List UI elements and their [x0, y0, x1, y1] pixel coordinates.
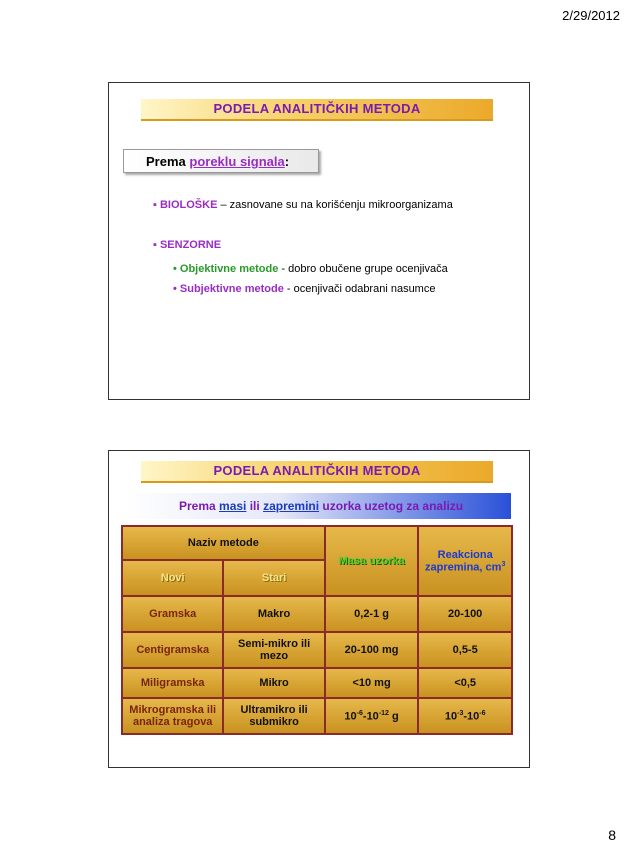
slide-2: [108, 450, 530, 768]
objective-text: - dobro obučene grupe ocenjivača: [278, 263, 448, 275]
methods-table: [121, 525, 513, 735]
cell-zapremina: 20-100: [418, 596, 512, 632]
cell-stari: Mikro: [223, 668, 324, 698]
subtitle-part-2: ili: [246, 499, 264, 513]
table-header-row: [122, 526, 512, 560]
header-volume-line2: zapremina, cm: [425, 561, 502, 574]
subtitle-prefix: Prema: [146, 154, 190, 169]
subjective-text: - ocenjivači odabrani nasumce: [283, 283, 436, 295]
biologic-text: – zasnovane su na korišćenju mikroorganizama: [217, 199, 453, 211]
table-row: [122, 632, 512, 668]
slide-1-subtitle: [123, 149, 319, 173]
subtitle-part-1: Prema: [179, 499, 220, 513]
header-volume-line1: Reakciona: [437, 548, 493, 561]
cell-stari: Makro: [223, 596, 324, 632]
table-row: [122, 596, 512, 632]
biologic-label: ▪ BIOLOŠKE: [153, 199, 218, 211]
table-row: [122, 668, 512, 698]
slide-2-subtitle: [125, 493, 511, 519]
page-number: 8: [608, 827, 616, 843]
biologic-line: [153, 199, 453, 211]
slide-1: [108, 82, 530, 400]
subtitle-part-3: uzorka uzetog za analizu: [319, 499, 464, 513]
subtitle-highlight: poreklu signala: [189, 154, 285, 169]
cell-stari: Ultramikro ili submikro: [223, 698, 324, 734]
sensory-line: [153, 239, 221, 251]
cell-novi: Miligramska: [122, 668, 223, 698]
header-method: Naziv metode: [122, 526, 325, 560]
subtitle-masi: masi: [219, 499, 247, 513]
header-volume: [418, 526, 512, 596]
objective-line: [173, 263, 448, 275]
cell-zapremina: <0,5: [418, 668, 512, 698]
cell-novi: Gramska: [122, 596, 223, 632]
subjective-label: • Subjektivne metode: [173, 283, 284, 295]
cell-masa: $10^{-6}-10^{-12}$ g: [325, 698, 419, 734]
subtitle-suffix: :: [284, 154, 290, 169]
cell-zapremina: 0,5-5: [418, 632, 512, 668]
header-date: 2/29/2012: [562, 8, 620, 23]
slide-2-title: PODELA ANALITIČKIH METODA: [141, 461, 493, 483]
header-volume-sup: 3: [501, 560, 506, 568]
slide-1-title: PODELA ANALITIČKIH METODA: [141, 99, 493, 121]
cell-zapremina: $10^{-3}-10^{-6}$: [418, 698, 512, 734]
table-row: [122, 698, 512, 734]
sensory-label: ▪ SENZORNE: [153, 239, 222, 251]
objective-label: • Objektivne metode: [173, 263, 279, 275]
header-mass: Masa uzorka: [325, 526, 419, 596]
subtitle-zapremini: zapremini: [263, 499, 320, 513]
cell-novi: Mikrogramska ili analiza tragova: [122, 698, 223, 734]
subjective-line: [173, 283, 435, 295]
cell-novi: Centigramska: [122, 632, 223, 668]
header-old: Stari: [223, 560, 324, 596]
header-new: Novi: [122, 560, 223, 596]
cell-masa: 20-100 mg: [325, 632, 419, 668]
cell-masa: <10 mg: [325, 668, 419, 698]
cell-masa: 0,2-1 g: [325, 596, 419, 632]
cell-stari: Semi-mikro ili mezo: [223, 632, 324, 668]
